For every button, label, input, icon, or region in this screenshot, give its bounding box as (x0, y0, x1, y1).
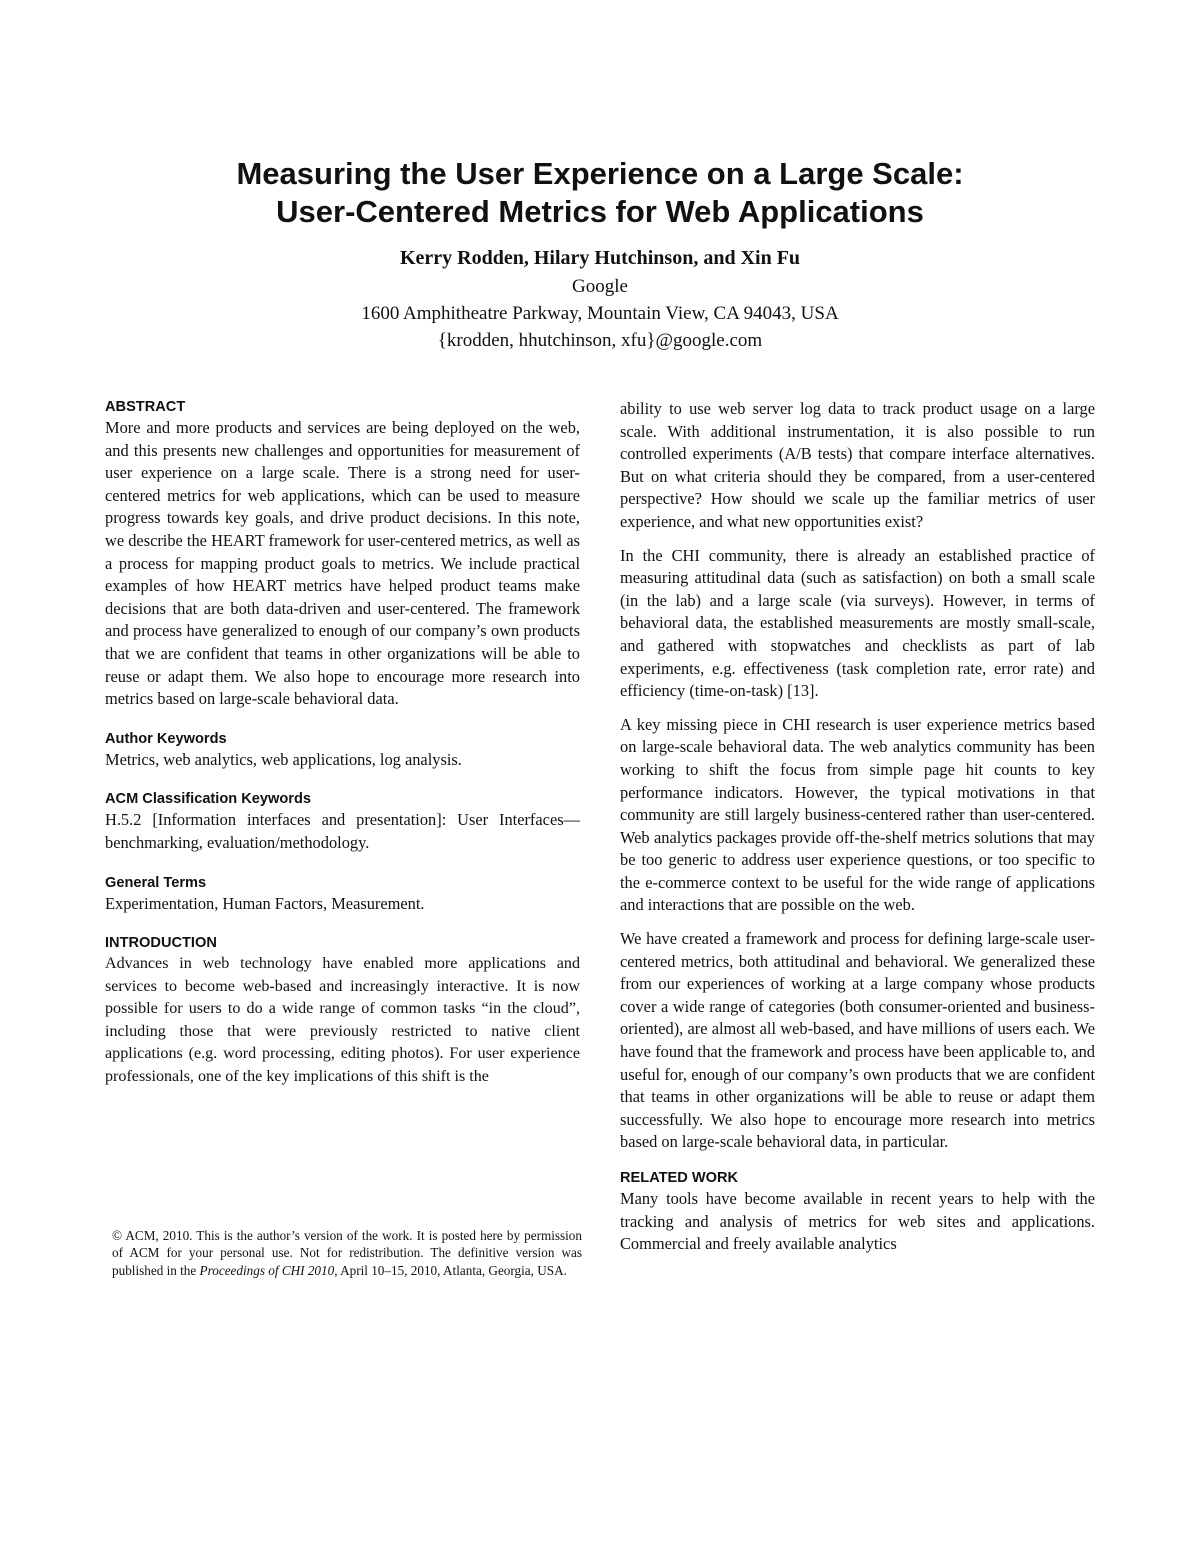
introduction-heading: INTRODUCTION (105, 935, 217, 952)
intro-paragraph-chi: In the CHI community, there is already an established practice of measuring attitudinal data (such as satisfaction) on both a small scale (in the lab) and a large scale (via surveys). However, in terms of behavioral data, the established measurements are mostly small-scale, and gathered with stopwatches and checklists as part of lab experiments, e.g. effectiveness (task completion rate, error rate) and efficiency (time-on-task) [13]. (620, 545, 1095, 701)
abstract-text: More and more products and services are being deployed on the web, and this presents new challenges and opportunities for measurement of user experience on a large scale. There is a strong need for user-centered metrics for web applications, which can be used to measure progress towards key goals, and drive product decisions. In this note, we describe the HEART framework for user-centered metrics, as well as a process for mapping product goals to metrics. We include practical examples of how HEART metrics have helped product teams make decisions that are both data-driven and user-centered. The framework and process have generalized to enough of our company’s own products that we are confident that teams in other organizations will be able to reuse or adapt them. We also hope to encourage more research into metrics based on large-scale behavioral data. (105, 418, 580, 709)
general-terms-text: Experimentation, Human Factors, Measurement. (105, 893, 425, 913)
right-column (620, 398, 1095, 1256)
intro-paragraph-continued: ability to use web server log data to track product usage on a large scale. With additional instrumentation, it is also possible to run controlled experiments (A/B tests) that compare interface alternatives. But on what criteria should they be compared, from a user-centered perspective? How should we scale up the familiar metrics of user experience, and what new opportunities exist? (620, 399, 1095, 531)
intro-paragraph-missing-piece: A key missing piece in CHI research is user experience metrics based on large-scale behavioral data. The web analytics community has been working to shift the focus from simple page hit counts to key performance indicators. However, the typical motivations in that community are still largely business-centered rather than user-centered. Web analytics packages provide off-the-shelf metrics solutions that may be too generic to address user experience questions, or too specific to the e-commerce context to be useful for the wide range of applications and interactions that are possible on the web. (620, 714, 1095, 915)
affiliation-email: {krodden, hhutchinson, xfu}@google.com (437, 330, 763, 351)
footnote-venue: Proceedings of CHI 2010 (199, 1262, 335, 1278)
footnote-text-before: © ACM, 2010. This is the author’s version of the work. It is posted here by permission of ACM for your personal use. Not for redistribution. The definitive version was published in the (112, 1228, 582, 1278)
title-line-2: User-Centered Metrics for Web Applications (276, 194, 924, 229)
general-terms-heading: General Terms (105, 874, 207, 891)
affiliation-org: Google (572, 276, 628, 297)
paper-title (100, 155, 1100, 231)
intro-paragraph-framework: We have created a framework and process for defining large-scale user-centered metrics, both attitudinal and behavioral. We generalized these from our experiences of working at a large company whose products cover a wide range of categories (both consumer-oriented and business-oriented), are almost all web-based, and have millions of users each. We have found that the framework and process have been applicable to, and useful for, enough of our company’s own products that we are confident that teams in other organizations will be able to reuse or adapt them successfully. We also hope to encourage more research into metrics based on large-scale behavioral data, in particular. (620, 929, 1095, 1152)
related-work-text: Many tools have become available in recent years to help with the tracking and analysis of metrics for web sites and applications. Commercial and freely available analytics (620, 1189, 1095, 1254)
footnote-text-after: , April 10–15, 2010, Atlanta, Georgia, USA. (334, 1262, 567, 1278)
acm-keywords-text: H.5.2 [Information interfaces and presentation]: User Interfaces—benchmarking, evaluation/methodology. (105, 810, 580, 852)
author-list: Kerry Rodden, Hilary Hutchinson, and Xin Fu (399, 247, 801, 269)
left-column (105, 397, 580, 1089)
affiliation-address: 1600 Amphitheatre Parkway, Mountain View, CA 94043, USA (361, 303, 839, 324)
abstract-heading: ABSTRACT (105, 399, 186, 415)
affiliation-block (100, 273, 1100, 354)
acm-keywords-heading: ACM Classification Keywords (105, 791, 311, 808)
author-keywords-heading: Author Keywords (105, 730, 227, 747)
title-line-1: Measuring the User Experience on a Large Scale: (236, 156, 964, 191)
introduction-text: Advances in web technology have enabled more applications and services to become web-based and increasingly interactive. It is now possible for users to do a wide range of common tasks “in the cloud”, including those that were previously restricted to native client applications (e.g. word processing, editing photos). For user experience professionals, one of the key implications of this shift is the (105, 955, 580, 1086)
copyright-footnote (112, 1227, 582, 1279)
author-keywords-text: Metrics, web analytics, web applications, log analysis. (105, 749, 462, 769)
related-work-heading: RELATED WORK (620, 1170, 739, 1186)
